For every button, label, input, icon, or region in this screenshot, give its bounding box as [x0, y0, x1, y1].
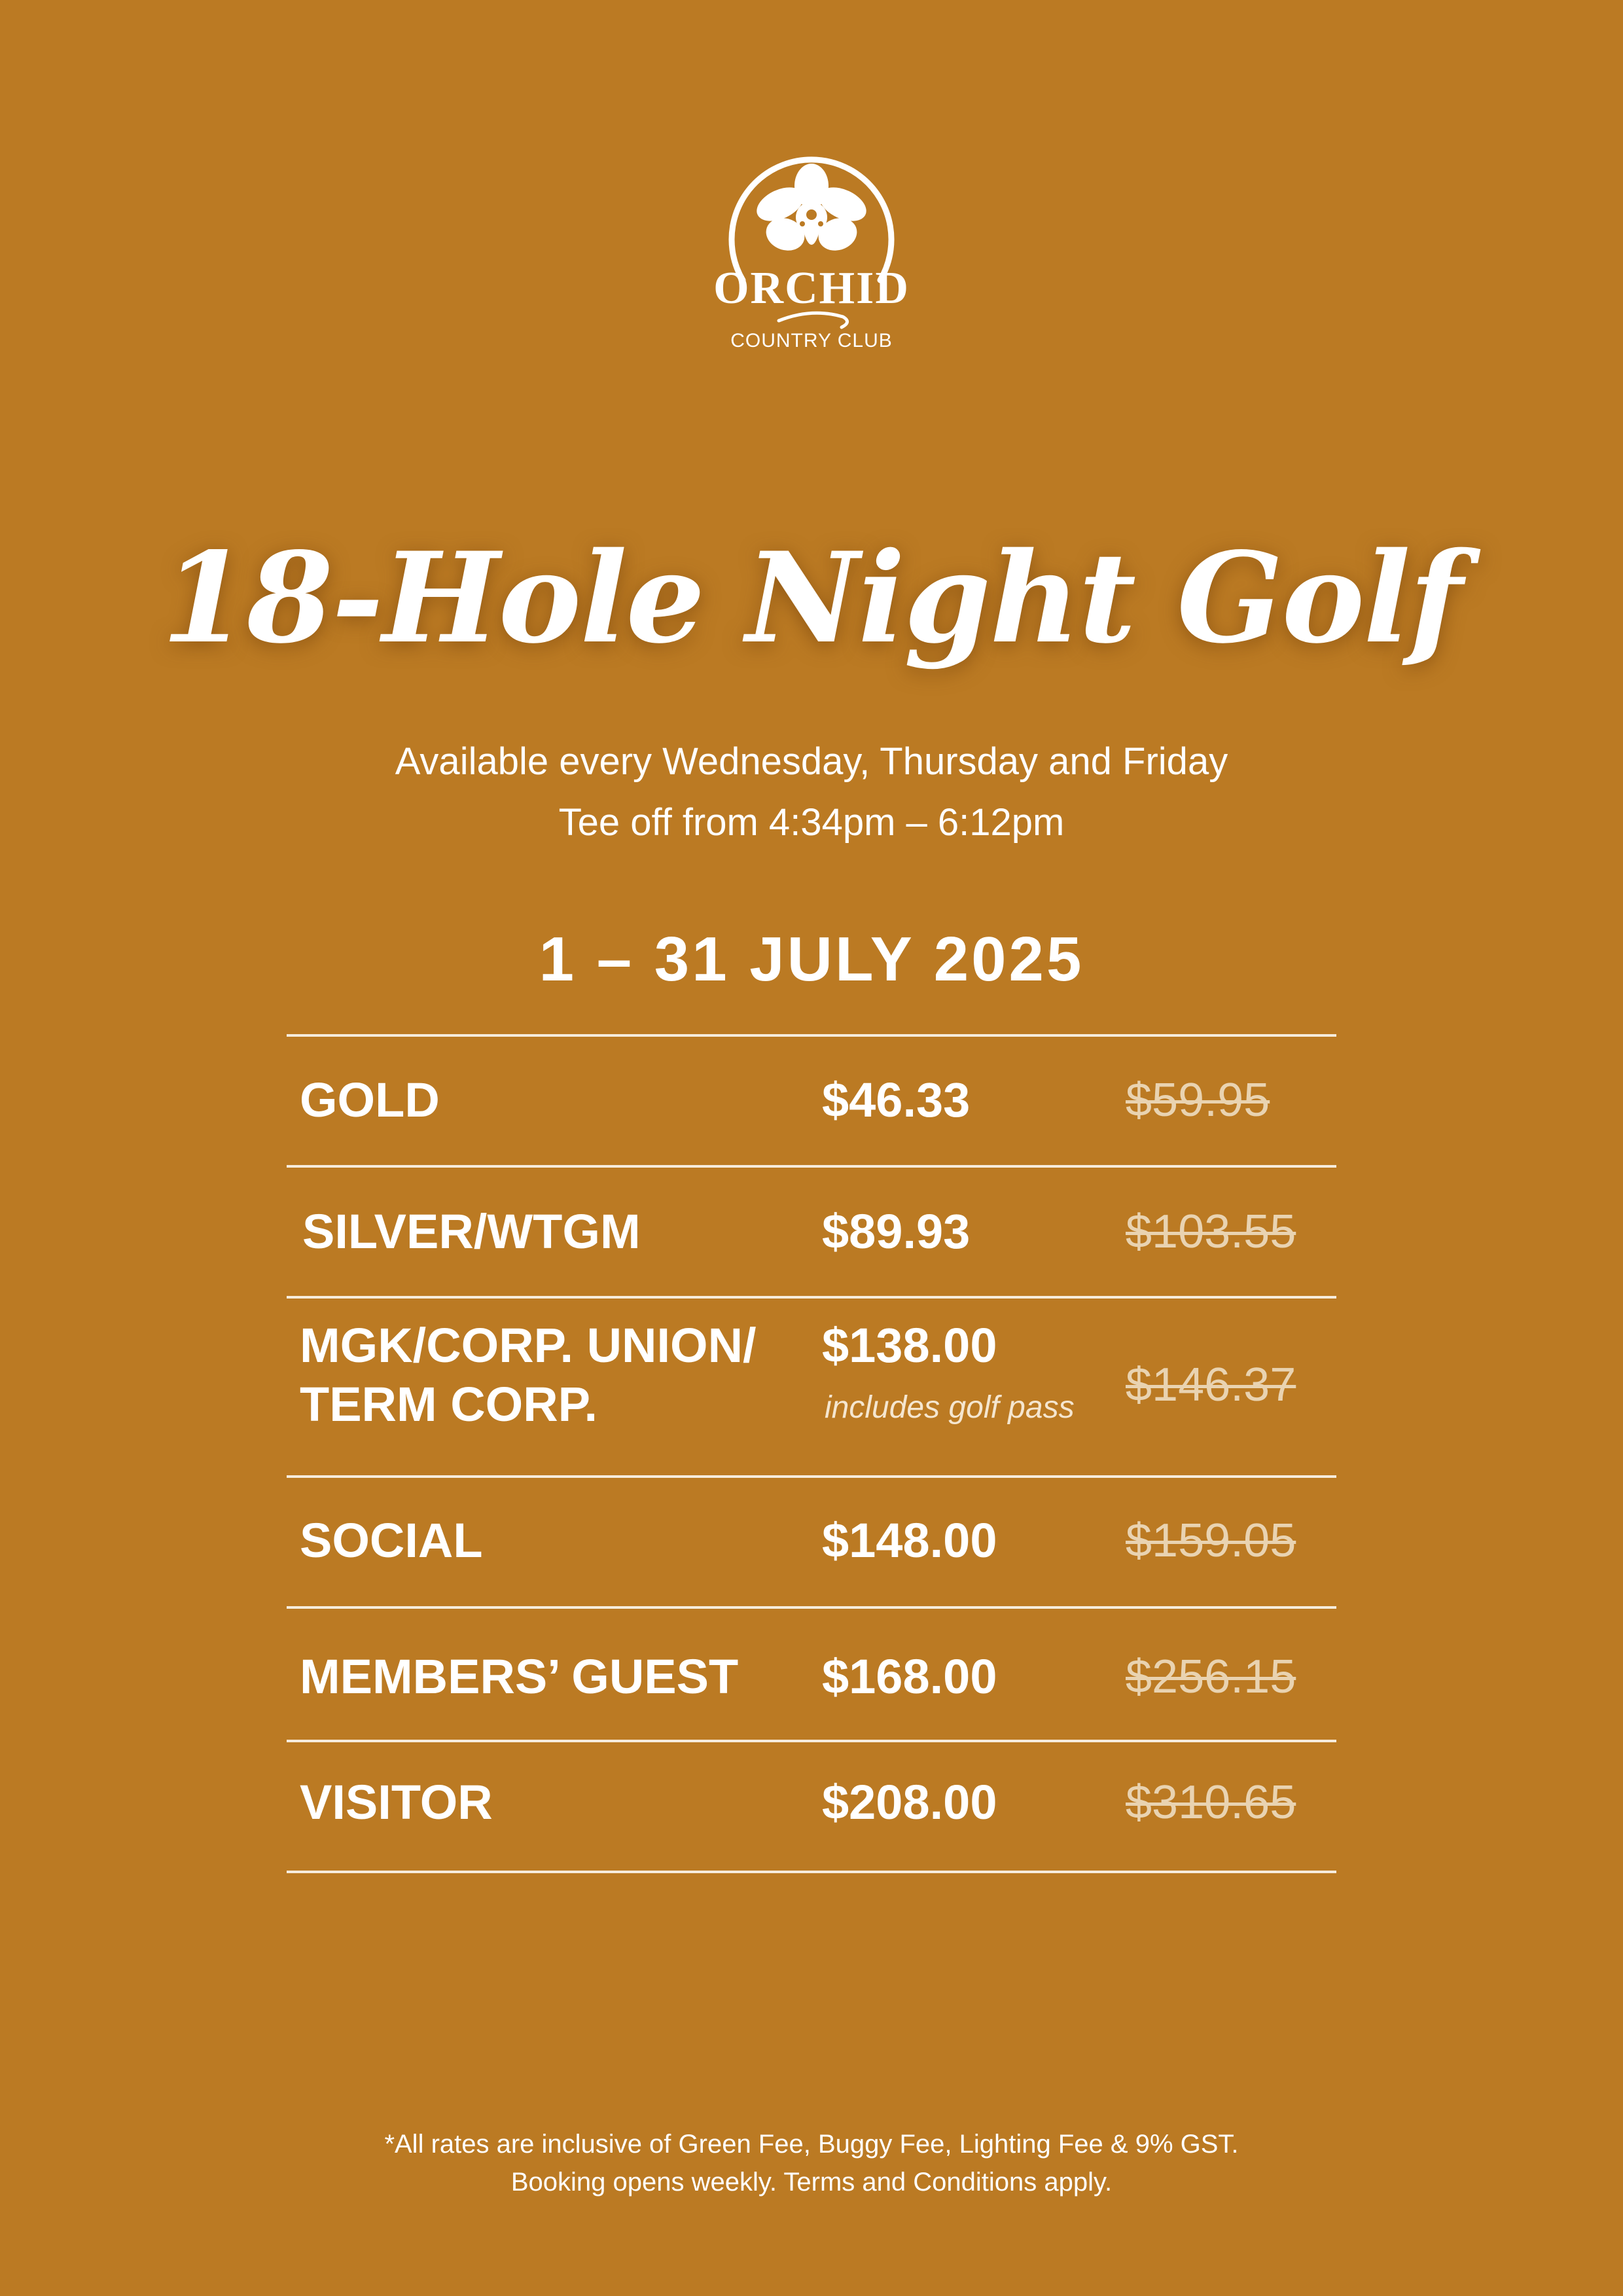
rate-note: includes golf pass — [825, 1390, 1075, 1425]
rate-price: $208.00 — [822, 1775, 997, 1829]
rate-price: $148.00 — [822, 1513, 997, 1568]
tee-off-times: Tee off from 4:34pm – 6:12pm — [558, 801, 1065, 844]
rate-price: $138.00 — [822, 1318, 997, 1372]
rate-category-line-2: TERM CORP. — [300, 1377, 598, 1431]
rate-category: MEMBERS’ GUEST — [300, 1649, 739, 1704]
rate-category: SOCIAL — [300, 1513, 483, 1568]
page-title: 18-Hole Night Golf — [161, 525, 1462, 671]
rate-original-price: $103.55 — [1126, 1206, 1296, 1258]
promotion-period: 1 – 31 JULY 2025 — [539, 924, 1084, 994]
rate-original-price: $59.95 — [1126, 1074, 1270, 1126]
rate-price: $46.33 — [822, 1073, 971, 1127]
rate-row-visitor — [287, 1740, 1336, 1871]
logo-wordmark: ORCHID — [713, 263, 910, 314]
footer-disclaimer: *All rates are inclusive of Green Fee, Buggy Fee, Lighting Fee & 9% GST. — [384, 2130, 1239, 2159]
logo-subtitle: COUNTRY CLUB — [730, 330, 893, 351]
rate-category: GOLD — [300, 1073, 440, 1127]
rate-row-silver — [287, 1165, 1336, 1296]
availability-days: Available every Wednesday, Thursday and Friday — [395, 740, 1228, 783]
rate-row-social — [287, 1475, 1336, 1606]
table-divider — [287, 1871, 1336, 1873]
rate-row-members-guest — [287, 1606, 1336, 1740]
rate-category: VISITOR — [300, 1775, 493, 1829]
rate-price: $168.00 — [822, 1649, 997, 1704]
club-logo — [681, 144, 942, 367]
rate-original-price: $146.37 — [1126, 1359, 1296, 1411]
rate-original-price: $256.15 — [1126, 1651, 1296, 1703]
rate-row-gold — [287, 1034, 1336, 1165]
rate-category: SILVER/WTGM — [302, 1204, 641, 1259]
rate-row-corporate — [287, 1296, 1336, 1475]
rate-original-price: $159.05 — [1126, 1515, 1296, 1567]
footer-terms: Booking opens weekly. Terms and Conditions apply. — [510, 2168, 1113, 2197]
rate-price: $89.93 — [822, 1204, 971, 1259]
rate-original-price: $310.65 — [1126, 1776, 1296, 1829]
rate-category-line-1: MGK/CORP. UNION/ — [300, 1318, 757, 1372]
